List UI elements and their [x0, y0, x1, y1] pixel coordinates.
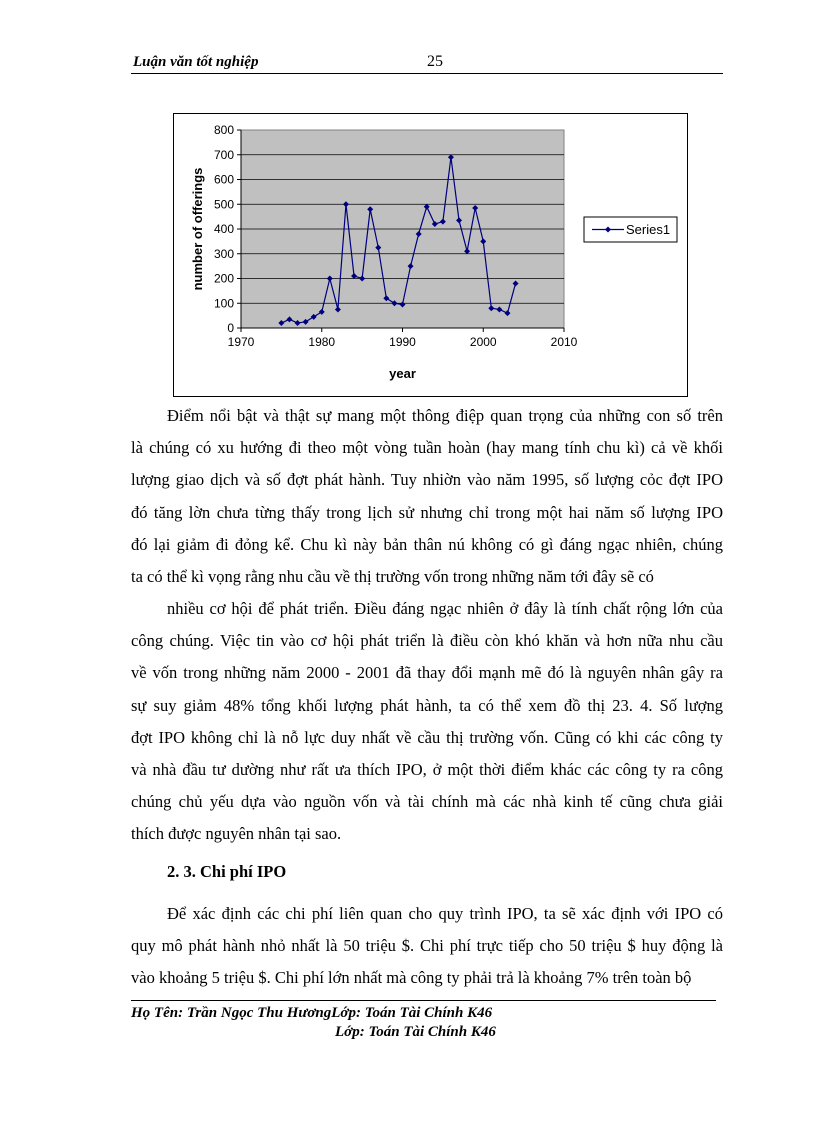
- page-number: 25: [427, 53, 443, 70]
- header-title: Luận văn tốt nghiệp: [133, 54, 259, 70]
- text-line: đó tăng lờn chưa từng thấy trong lịch sử nhưng chỉ trong một hai năm số lượng IPO: [131, 502, 723, 522]
- paragraph-2: [131, 593, 723, 851]
- y-tick-label: 600: [213, 172, 234, 187]
- text-line: thích được nguyên nhân tại sao.: [131, 824, 342, 844]
- x-tick-label: 2010: [550, 335, 578, 349]
- paragraph-3: [131, 898, 723, 995]
- footer-rule: [131, 1000, 716, 1001]
- text-line: Điểm nổi bật và thật sự mang một thông điệp quan trọng của những con số trên: [167, 406, 723, 425]
- y-tick-label: 200: [213, 271, 234, 286]
- text-line: Để xác định các chi phí liên quan cho quy trình IPO, ta sẽ xác định với IPO có: [167, 904, 723, 923]
- x-tick-label: 1980: [308, 335, 336, 349]
- y-tick-label: 100: [213, 296, 234, 311]
- footer-author: Họ Tên: Trần Ngọc Thu HươngLớp: Toán Tài Chính K46: [131, 1005, 493, 1021]
- text-line: đợt IPO không chỉ là nỗ lực duy nhất về cầu thị trường vốn. Cũng có khi các công ty: [131, 727, 723, 747]
- text-line: nhiều cơ hội để phát triển. Điều đáng ngạc nhiên ở đây là tính chất rộng lớn của: [167, 599, 723, 618]
- chart-frame: [173, 113, 688, 397]
- text-line: chúng chủ yếu dựa vào nguồn vốn và tài chính mà các nhà kinh tế cũng chưa giải: [131, 792, 723, 812]
- text-line: là chúng có xu hướng đi theo một vòng tuần hoàn (hay mang tính chu kì) cả về khối: [131, 438, 723, 458]
- legend-label: Series1: [626, 222, 671, 237]
- y-axis-label: number of offerings: [190, 167, 205, 291]
- text-line: quy mô phát hành nhỏ nhất là 50 triệu $. Chi phí trực tiếp cho 50 triệu $ huy động là: [131, 936, 723, 956]
- x-tick-label: 1970: [227, 335, 255, 349]
- x-tick-label: 2000: [469, 335, 497, 349]
- y-tick-label: 800: [213, 123, 234, 137]
- text-line: công chúng. Việc tin vào cơ hội phát triển là điều còn khó khăn và hơn nữa nhu cầu: [131, 631, 723, 651]
- text-line: và nhà đầu tư dường như rất ưa thích IPO, ở một thời điểm khác các công ty ra công: [131, 759, 723, 779]
- text-line: về vốn trong những năm 2000 - 2001 đã thay đổi mạnh mẽ đó là nguyên nhân gây ra: [131, 663, 723, 683]
- x-tick-label: 1990: [389, 335, 416, 349]
- y-tick-label: 500: [213, 197, 234, 212]
- y-tick-label: 300: [213, 246, 234, 261]
- text-line: ta có thể kì vọng rằng nhu cầu về thị trường vốn trong những năm tới đây sẽ có: [131, 566, 654, 586]
- text-line: lượng giao dịch và số đợt phát hành. Tuy nhiờn vào năm 1995, số lượng cỏc đợt IPO: [131, 470, 723, 490]
- line-chart: [174, 114, 687, 396]
- paragraph-1: [131, 400, 723, 593]
- y-tick-label: 700: [213, 147, 234, 162]
- text-line: vào khoảng 5 triệu $. Chi phí lớn nhất mà công ty phải trả là khoảng 7% trên toàn bộ: [131, 968, 692, 988]
- page-header: [131, 52, 723, 74]
- text-line: sự suy giảm 48% tổng khối lượng phát hành, ta có thể xem đồ thị 23. 4. Số lượng: [131, 695, 723, 715]
- footer-class: Lớp: Toán Tài Chính K46: [335, 1024, 496, 1040]
- x-axis-label: year: [389, 366, 416, 381]
- text-line: đó lại giảm đi đỏng kể. Chu kì này bản thân nú không có gì đáng ngạc nhiên, chúng: [131, 534, 723, 554]
- y-tick-label: 0: [227, 321, 234, 335]
- y-tick-label: 400: [213, 222, 234, 236]
- section-heading: 2. 3. Chi phí IPO: [167, 862, 287, 881]
